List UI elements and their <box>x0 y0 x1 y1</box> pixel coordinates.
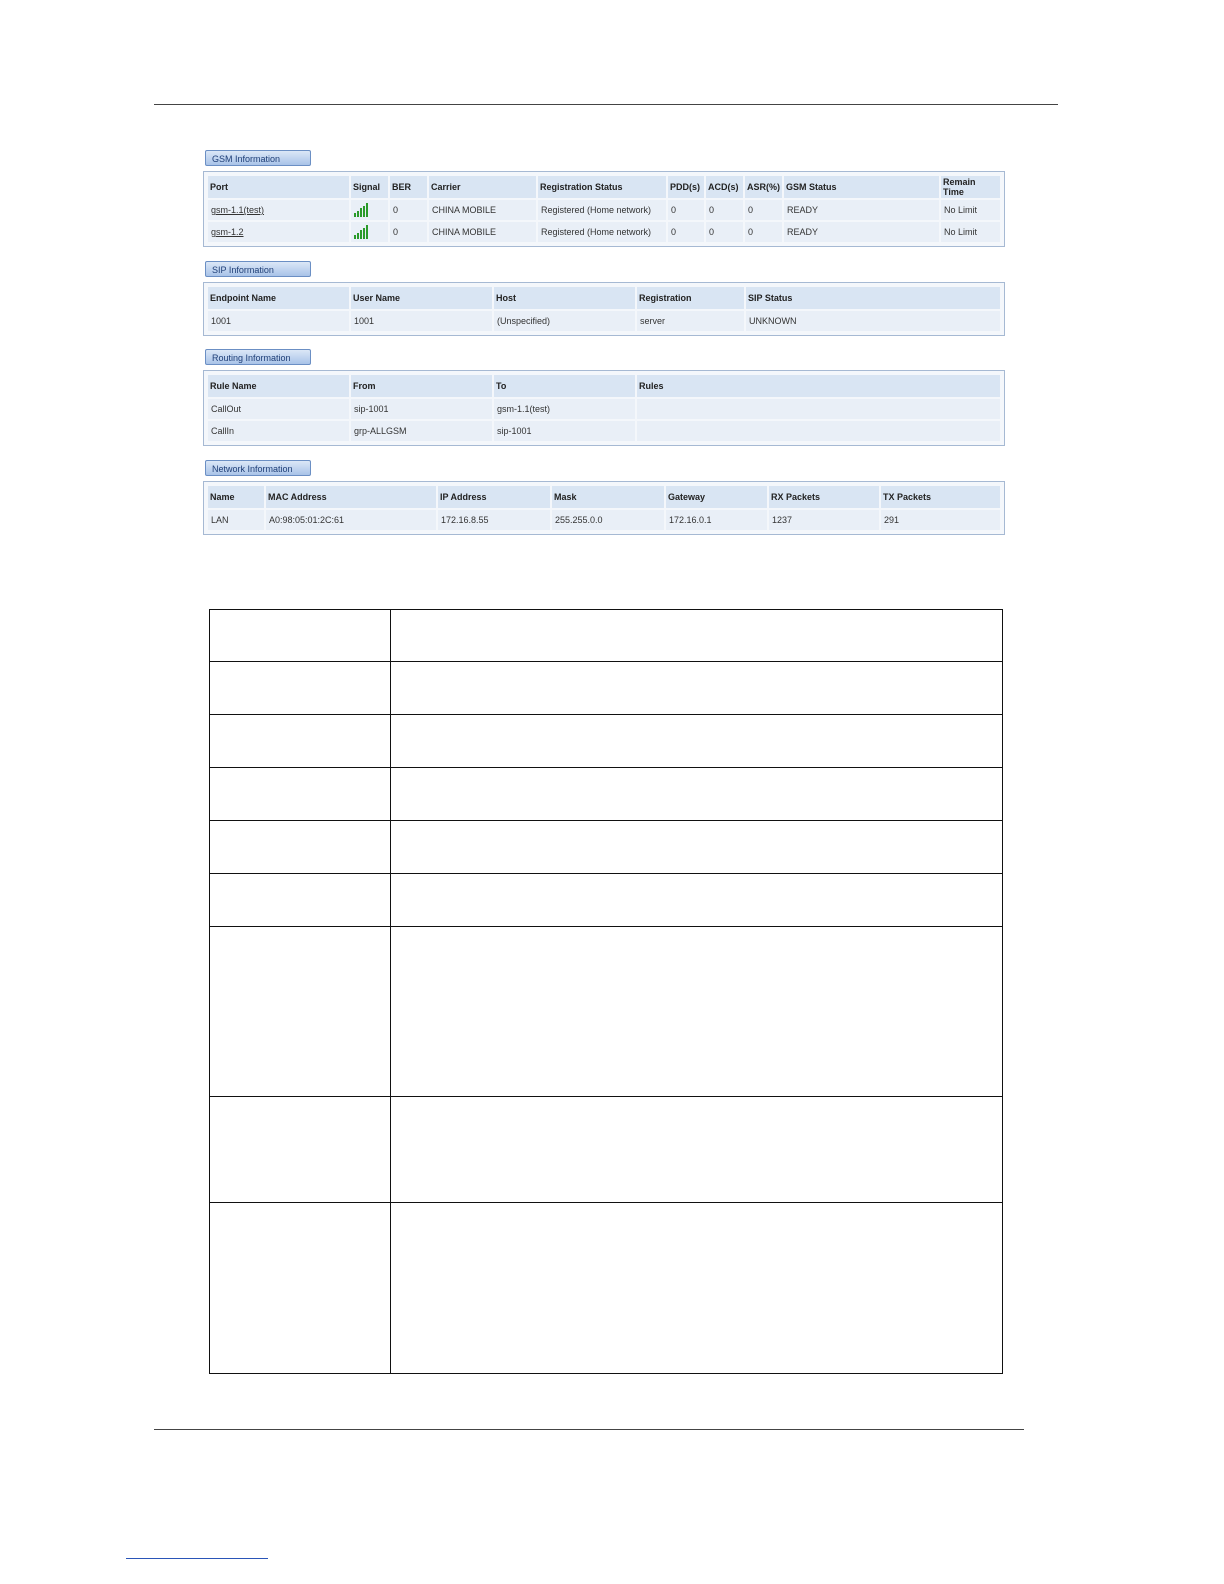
network-header-row <box>208 486 1000 508</box>
signal-bars-icon <box>354 203 370 217</box>
port-link[interactable]: gsm-1.1(test) <box>208 200 349 220</box>
table-row <box>208 421 1000 441</box>
routing-info-tab[interactable]: Routing Information <box>205 349 311 365</box>
network-info-tab[interactable]: Network Information <box>205 460 311 476</box>
gsm-header-row <box>208 176 1000 198</box>
rule-name-cell: CallOut <box>208 399 349 419</box>
sip-status-cell: UNKNOWN <box>746 311 1000 331</box>
table-row <box>210 715 1003 768</box>
col-header: IP Address <box>438 486 550 508</box>
col-header: Signal <box>351 176 388 198</box>
from-cell: grp-ALLGSM <box>351 421 492 441</box>
gsm-info-table <box>206 174 1002 244</box>
pdd-cell: 0 <box>668 200 704 220</box>
table-row <box>208 510 1000 530</box>
gsm-status-cell: READY <box>784 200 939 220</box>
col-header: Registration Status <box>538 176 666 198</box>
col-header: Remain Time <box>941 176 1000 198</box>
description-table <box>209 609 1003 1374</box>
col-header: From <box>351 375 492 397</box>
network-info-table <box>206 484 1002 532</box>
table-cell <box>391 662 1003 715</box>
interface-name-cell: LAN <box>208 510 264 530</box>
table-row <box>208 399 1000 419</box>
table-row <box>210 1203 1003 1374</box>
table-cell <box>391 768 1003 821</box>
header-rule <box>154 104 1058 105</box>
table-row <box>210 927 1003 1097</box>
remain-time-cell: No Limit <box>941 200 1000 220</box>
table-cell <box>391 715 1003 768</box>
gsm-info-panel <box>203 171 1005 247</box>
rule-name-cell: CallIn <box>208 421 349 441</box>
routing-info-table <box>206 373 1002 443</box>
table-cell <box>391 1203 1003 1374</box>
table-cell <box>210 662 391 715</box>
col-header: ASR(%) <box>745 176 782 198</box>
rules-cell <box>637 421 1000 441</box>
table-row <box>210 768 1003 821</box>
pdd-cell: 0 <box>668 222 704 242</box>
sip-info-tab[interactable]: SIP Information <box>205 261 311 277</box>
col-header: BER <box>390 176 427 198</box>
sip-info-table <box>206 285 1002 333</box>
gateway-cell: 172.16.0.1 <box>666 510 767 530</box>
col-header: RX Packets <box>769 486 879 508</box>
tx-packets-cell: 291 <box>881 510 1000 530</box>
table-cell <box>210 874 391 927</box>
table-row <box>208 222 1000 242</box>
user-name-cell: 1001 <box>351 311 492 331</box>
mac-address-cell: A0:98:05:01:2C:61 <box>266 510 436 530</box>
table-cell <box>210 1203 391 1374</box>
table-cell <box>391 1097 1003 1203</box>
registration-cell: server <box>637 311 744 331</box>
col-header: PDD(s) <box>668 176 704 198</box>
endpoint-name-cell: 1001 <box>208 311 349 331</box>
table-cell <box>210 821 391 874</box>
mask-cell: 255.255.0.0 <box>552 510 664 530</box>
table-cell <box>391 927 1003 1097</box>
col-header: SIP Status <box>746 287 1000 309</box>
footer-rule <box>154 1429 1024 1430</box>
table-row <box>210 1097 1003 1203</box>
table-cell <box>391 610 1003 662</box>
table-cell <box>210 715 391 768</box>
col-header: Carrier <box>429 176 536 198</box>
registration-status-cell: Registered (Home network) <box>538 200 666 220</box>
routing-info-panel <box>203 370 1005 446</box>
col-header: GSM Status <box>784 176 939 198</box>
col-header: Rule Name <box>208 375 349 397</box>
table-row <box>210 874 1003 927</box>
col-header: Rules <box>637 375 1000 397</box>
col-header: Gateway <box>666 486 767 508</box>
acd-cell: 0 <box>706 200 743 220</box>
sip-info-panel <box>203 282 1005 336</box>
table-cell <box>210 610 391 662</box>
registration-status-cell: Registered (Home network) <box>538 222 666 242</box>
col-header: Host <box>494 287 635 309</box>
table-row <box>208 311 1000 331</box>
table-cell <box>210 768 391 821</box>
signal-cell <box>351 222 388 242</box>
col-header: Name <box>208 486 264 508</box>
table-row <box>210 821 1003 874</box>
col-header: Endpoint Name <box>208 287 349 309</box>
remain-time-cell: No Limit <box>941 222 1000 242</box>
signal-bars-icon <box>354 225 370 239</box>
gsm-status-cell: READY <box>784 222 939 242</box>
col-header: Mask <box>552 486 664 508</box>
col-header: To <box>494 375 635 397</box>
carrier-cell: CHINA MOBILE <box>429 200 536 220</box>
port-link[interactable]: gsm-1.2 <box>208 222 349 242</box>
table-cell <box>391 874 1003 927</box>
to-cell: sip-1001 <box>494 421 635 441</box>
rx-packets-cell: 1237 <box>769 510 879 530</box>
sip-header-row <box>208 287 1000 309</box>
table-row <box>208 200 1000 220</box>
table-cell <box>210 927 391 1097</box>
acd-cell: 0 <box>706 222 743 242</box>
col-header: Port <box>208 176 349 198</box>
asr-cell: 0 <box>745 222 782 242</box>
footer-link-underline <box>126 1558 268 1559</box>
table-cell <box>391 821 1003 874</box>
col-header: MAC Address <box>266 486 436 508</box>
col-header: TX Packets <box>881 486 1000 508</box>
ber-cell: 0 <box>390 222 427 242</box>
routing-header-row <box>208 375 1000 397</box>
host-cell: (Unspecified) <box>494 311 635 331</box>
col-header: User Name <box>351 287 492 309</box>
carrier-cell: CHINA MOBILE <box>429 222 536 242</box>
network-info-panel <box>203 481 1005 535</box>
table-row <box>210 662 1003 715</box>
rules-cell <box>637 399 1000 419</box>
signal-cell <box>351 200 388 220</box>
ip-address-cell: 172.16.8.55 <box>438 510 550 530</box>
asr-cell: 0 <box>745 200 782 220</box>
col-header: Registration <box>637 287 744 309</box>
from-cell: sip-1001 <box>351 399 492 419</box>
col-header: ACD(s) <box>706 176 743 198</box>
gsm-info-tab[interactable]: GSM Information <box>205 150 311 166</box>
table-row <box>210 610 1003 662</box>
to-cell: gsm-1.1(test) <box>494 399 635 419</box>
table-cell <box>210 1097 391 1203</box>
ber-cell: 0 <box>390 200 427 220</box>
